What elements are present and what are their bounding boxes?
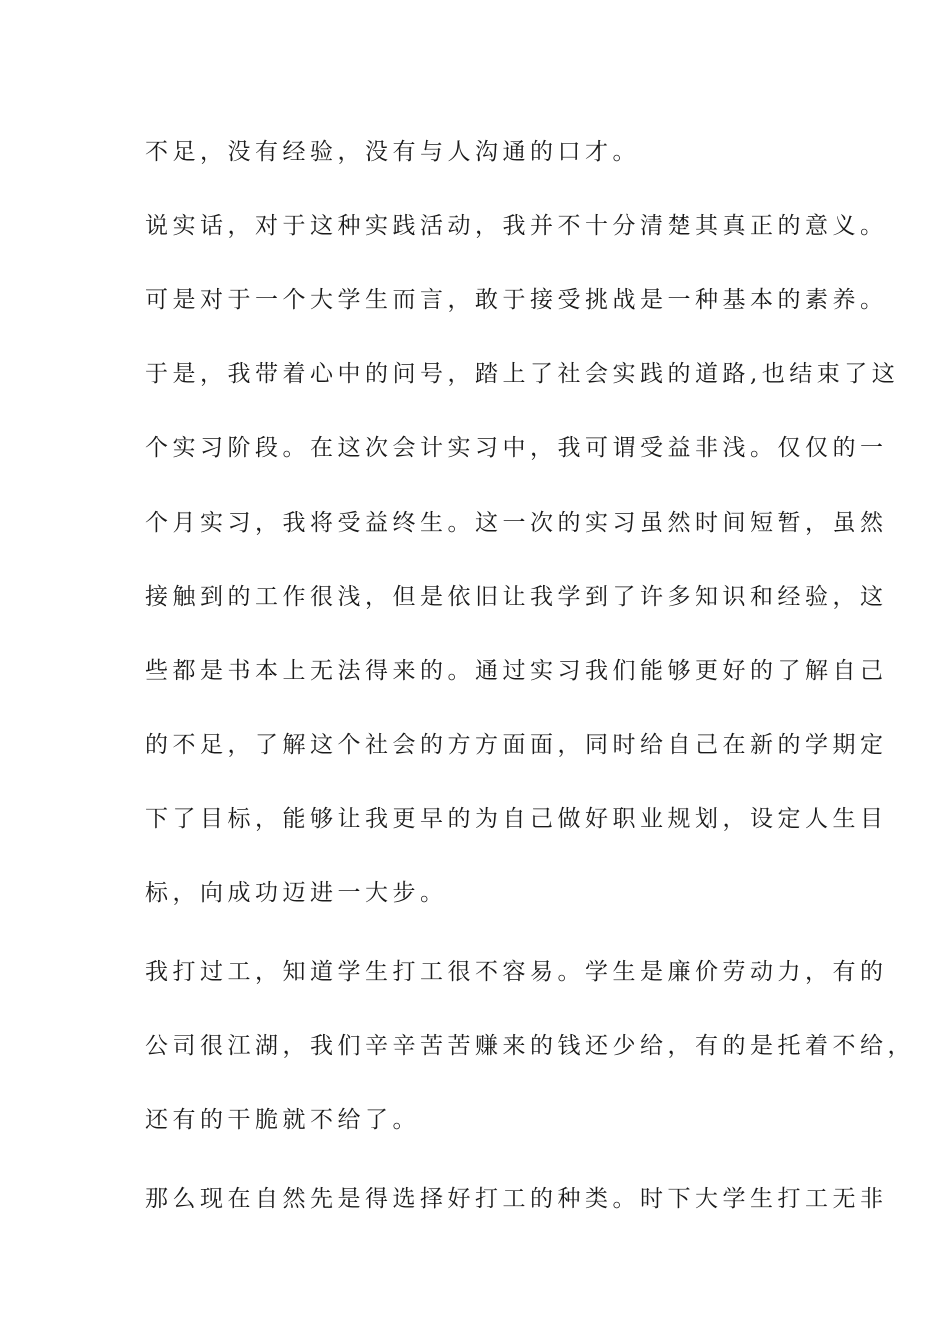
text-line: 的不足，了解这个社会的方方面面，同时给自己在新的学期定 [145,732,888,758]
text-line: 接触到的工作很浅，但是依旧让我学到了许多知识和经验，这 [145,584,888,610]
text-line: 于是，我带着心中的问号，踏上了社会实践的道路,也结束了这 [145,361,900,387]
text-line: 不足，没有经验，没有与人沟通的口才。 [145,139,640,165]
text-line: 公司很江湖，我们辛辛苦苦赚来的钱还少给，有的是托着不给， [145,1033,915,1059]
text-line: 些都是书本上无法得来的。通过实习我们能够更好的了解自己 [145,658,888,684]
text-line: 个月实习，我将受益终生。这一次的实习虽然时间短暂，虽然 [145,510,888,536]
text-line: 那么现在自然先是得选择好打工的种类。时下大学生打工无非 [145,1186,888,1212]
text-line: 标，向成功迈进一大步。 [145,880,448,906]
text-line: 还有的干脆就不给了。 [145,1107,420,1133]
text-line: 说实话，对于这种实践活动，我并不十分清楚其真正的意义。 [145,213,888,239]
text-line: 个实习阶段。在这次会计实习中，我可谓受益非浅。仅仅的一 [145,435,888,461]
text-line: 可是对于一个大学生而言，敢于接受挑战是一种基本的素养。 [145,287,888,313]
text-line: 我打过工，知道学生打工很不容易。学生是廉价劳动力，有的 [145,959,888,985]
text-line: 下了目标，能够让我更早的为自己做好职业规划，设定人生目 [145,806,888,832]
